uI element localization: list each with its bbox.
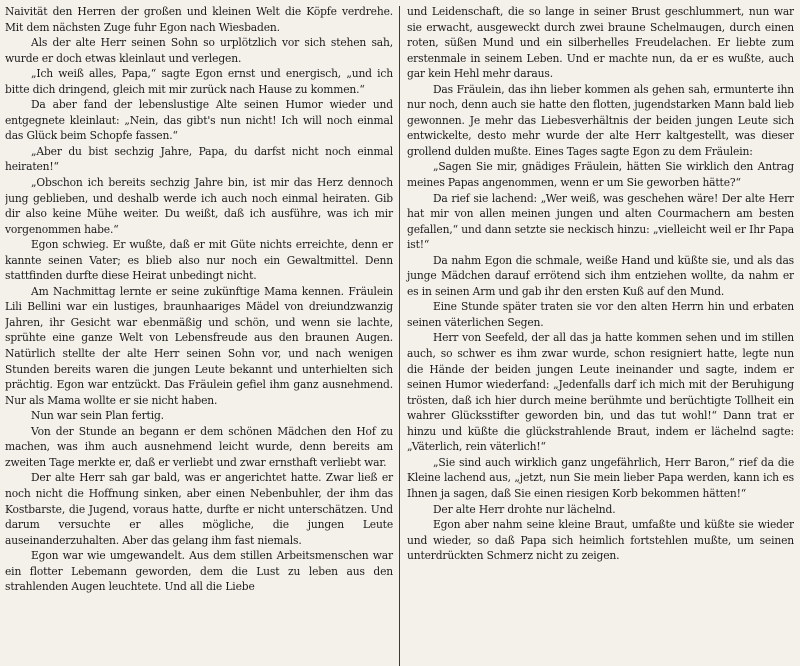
paragraph: „Obschon ich bereits sechzig Jahre bin, ist mir das Herz dennoch jung geblieben, und deshalb werde ich auch noch einmal heiraten. Gib dir also keine Mühe weiter. Du weißt, daß ich ausführe, was ich mir vorgenommen habe.“ [5,176,393,236]
paragraph: „Ich weiß alles, Papa,“ sagte Egon ernst und energisch, „und ich bitte dich dringend, gleich mit mir zurück nach Hause zu kommen.“ [5,67,393,96]
paragraph: Der alte Herr drohte nur lächelnd. [433,502,616,516]
paragraph: Da rief sie lachend: „Wer weiß, was geschehen wäre! Der alte Herr hat mir von allen meinen jungen und alten Courmachern am besten gefallen,“ und dann setzte sie neckisch hinzu: „vielleicht weil er Ihr Papa ist!“ [407,191,794,252]
paragraph: Da aber fand der lebenslustige Alte seinen Humor wieder und entgegnete kleinlaut: „Nein, das gibt's nun nicht! Ich will noch einmal das Glück beim Schopfe fassen.“ [5,98,393,143]
right-column [400,4,794,664]
paragraph: Am Nachmittag lernte er seine zukünftige Mama kennen. Fräulein Lili Bellini war ein lustiges, braunhaariges Mädel von dreiundzwanzig Jahren, ihr Gesicht war ebenmäßig und schön, und wenn sie lachte, sprühte eine ganze Welt von Lebensfreude aus den braunen Augen. Natürlich stellte der alte Herr seinen Sohn vor, und nach wenigen Stunden bereits waren die jungen Leute bekannt und unterhielten sich prächtig. Egon war entzückt. Das Fräulein gefiel ihm ganz ausnehmend. Nur als Mama wollte er sie nicht haben. [5,284,393,407]
paragraph: Da nahm Egon die schmale, weiße Hand und küßte sie, und als das junge Mädchen darauf errötend sich ihm entziehen wollte, da nahm er es in seinen Arm und gab ihr den ersten Kuß auf den Mund. [407,253,794,298]
paragraph: Nun war sein Plan fertig. [31,409,164,423]
paragraph: Herr von Seefeld, der all das ja hatte kommen sehen und im stillen auch, so schwer es ihm zwar wurde, schon resigniert hatte, legte nun die Hände der beiden jungen Leute ineinander und sagte, indem er seinen Humor wiederfand: „Jedenfalls darf ich mich mit der Beruhigung trösten, daß ich hier durch meine berühmte und berüchtigte Tollheit ein wahrer Glücksstifter geworden bin, und das tut wohl!“ Dann trat er hinzu und küßte die glückstrahlende Braut, indem er lächelnd sagte: „Väterlich, rein väterlich!“ [407,331,794,454]
paragraph: und Leidenschaft, die so lange in seiner Brust geschlummert, nun war sie erwacht, ausgeweckt durch zwei braune Schelmaugen, durch einen roten, süßen Mund und ein silberhelles Freudelachen. Er liebte zum erstenmale in seinem Leben. Und er machte nun, da er es wußte, auch gar kein Hehl mehr daraus. [407,5,794,81]
paragraph: „Sagen Sie mir, gnädiges Fräulein, hätten Sie wirklich den Antrag meines Papas angenommen, wenn er um Sie geworben hätte?“ [407,160,794,190]
paragraph: Egon war wie umgewandelt. Aus dem stillen Arbeitsmenschen war ein flotter Lebemann geworden, dem die Lust zu leben aus den strahlenden Augen leuchtete. Und all die Liebe [5,549,393,594]
paragraph: „Sie sind auch wirklich ganz ungefährlich, Herr Baron,“ rief da die Kleine lachend aus, „jetzt, nun Sie mein lieber Papa werden, kann ich es Ihnen ja sagen, daß Sie einen riesigen Korb bekommen hätten!“ [407,455,794,500]
paragraph: Das Fräulein, das ihn lieber kommen als gehen sah, ermunterte ihn nur noch, denn auch sie hatte den flotten, jugendstarken Mann bald lieb gewonnen. Je mehr das Liebesverhältnis der beiden jungen Leute sich entwickelte, desto mehr wurde der alte Herr kaltgestellt, was dieser grollend dulden mußte. Eines Tages sagte Egon zu dem Fräulein: [407,82,794,158]
paragraph: Egon schwieg. Er wußte, daß er mit Güte nichts erreichte, denn er kannte seinen Vater; es blieb also nur noch ein Gewaltmittel. Denn stattfinden durfte diese Heirat unbedingt nicht. [5,238,393,283]
paragraph: „Aber du bist sechzig Jahre, Papa, du darfst nicht noch einmal heiraten!“ [5,144,393,174]
paragraph: Als der alte Herr seinen Sohn so urplötzlich vor sich stehen sah, wurde er doch etwas kleinlaut und verlegen. [5,36,393,65]
left-column [5,4,399,664]
paragraph: Von der Stunde an begann er dem schönen Mädchen den Hof zu machen, was ihm auch ausnehmend leicht wurde, denn bereits am zweiten Tage merkte er, daß er verliebt und zwar ernsthaft verliebt war. [5,424,393,469]
paragraph: Der alte Herr sah gar bald, was er angerichtet hatte. Zwar ließ er noch nicht die Hoffnung sinken, aber einen Nebenbuhler, der ihm das Kostbarste, die Jugend, voraus hatte, durfte er nicht unterschätzen. Und darum versuchte er alles mögliche, die jungen Leute auseinanderzuhalten. Aber das gelang ihm fast niemals. [5,471,393,547]
paragraph: Egon aber nahm seine kleine Braut, umfaßte und küßte sie wieder und wieder, so daß Papa sich heimlich fortstehlen mußte, um seinen unterdrückten Schmerz nicht zu zeigen. [407,518,794,563]
paragraph: Eine Stunde später traten sie vor den alten Herrn hin und erbaten seinen väterlichen Segen. [407,300,794,329]
paragraph: Naivität den Herren der großen und kleinen Welt die Köpfe verdrehe. Mit dem nächsten Zuge fuhr Egon nach Wiesbaden. [5,5,393,34]
